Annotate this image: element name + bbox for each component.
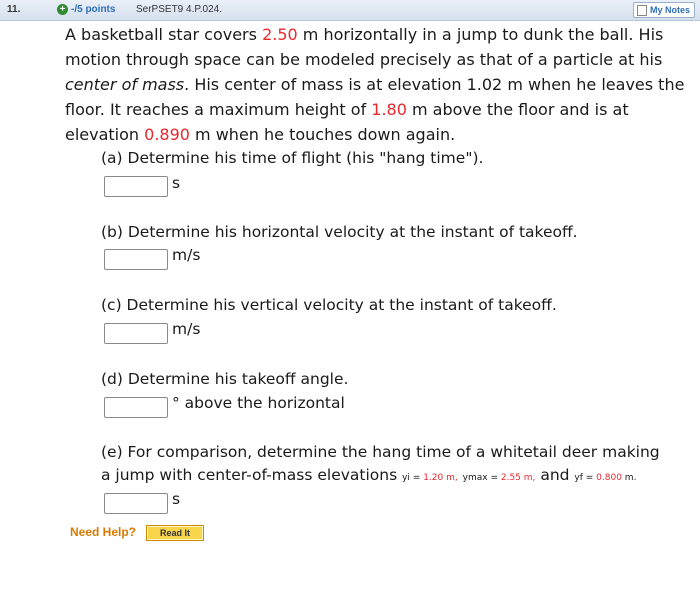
distance-value: 2.50 [262,25,298,44]
part-d-unit: ° above the horizontal [172,394,345,412]
problem-code: SerPSET9 4.P.024. [136,4,222,15]
yf-label: yf = [574,473,597,483]
part-b-prompt: (b) Determine his horizontal velocity at the instant of takeoff. [101,223,578,241]
expand-plus-icon[interactable]: + [57,4,68,15]
part-a-prompt: (a) Determine his time of flight (his "hang time"). [101,149,484,167]
part-c-answer-input[interactable] [104,323,168,344]
part-b-unit: m/s [172,246,201,264]
part-b-answer-input[interactable] [104,249,168,270]
part-d-prompt: (d) Determine his takeoff angle. [101,370,349,388]
question-header [0,0,700,21]
part-a-answer-input[interactable] [104,176,168,197]
statement-line-4: floor. It reaches a maximum height of 1.80 m above the floor and is at [65,100,629,119]
problem-statement [65,22,685,147]
max-height-value: 1.80 [371,100,407,119]
yi-label: yi = [402,473,424,483]
read-it-button[interactable]: Read It [146,525,204,541]
part-e-answer-input[interactable] [104,493,168,514]
statement-line-2: motion through space can be modeled precisely as that of a particle at his [65,50,663,69]
statement-line-5: elevation 0.890 m when he touches down again. [65,125,456,144]
statement-line-3: center of mass. His center of mass is at elevation 1.02 m when he leaves the [65,75,685,94]
points-label: -/5 points [71,4,116,15]
notes-icon [637,5,647,16]
part-e-prompt-line-2: a jump with center-of-mass elevations yi = 1.20 m, ymax = 2.55 m, and yf = 0.800 m. [101,466,637,484]
part-a-unit: s [172,174,181,192]
ymax-label: ymax = [462,473,501,483]
yf-value: 0.800 [596,473,622,483]
landing-elevation-value: 0.890 [144,125,190,144]
part-c-unit: m/s [172,320,201,338]
question-number: 11. [7,4,21,15]
my-notes-button[interactable] [633,2,695,18]
need-help-label: Need Help? [70,525,137,539]
part-d-answer-input[interactable] [104,397,168,418]
part-e-unit: s [172,490,181,508]
part-e-prompt: (e) For comparison, determine the hang time of a whitetail deer making [101,443,660,461]
ymax-value: 2.55 m, [500,473,536,483]
part-c-prompt: (c) Determine his vertical velocity at the instant of takeoff. [101,296,557,314]
statement-line-1: A basketball star covers 2.50 m horizontally in a jump to dunk the ball. His [65,25,664,44]
yi-value: 1.20 m, [423,473,458,483]
my-notes-label: My Notes [649,5,690,15]
